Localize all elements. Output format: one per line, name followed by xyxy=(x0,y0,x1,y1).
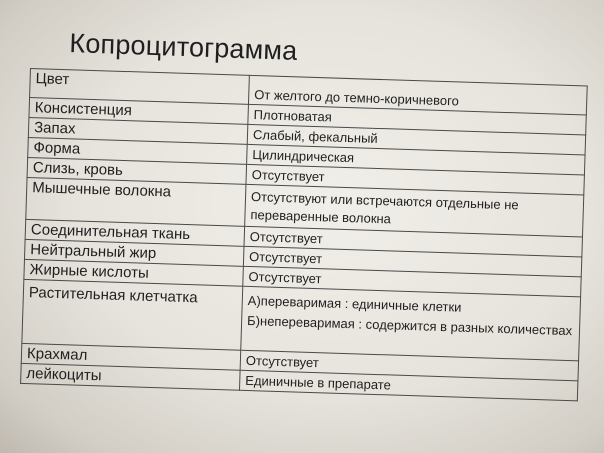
parameter-cell: Цвет xyxy=(30,69,250,105)
document-title: Копроцитограмма xyxy=(68,28,298,66)
coprogram-table-container xyxy=(20,68,588,401)
value-line: Б)непереваримая : содержится в разных количествах xyxy=(246,312,573,339)
parameter-cell: Крахмал xyxy=(21,343,241,370)
parameter-cell: Соединительная ткань xyxy=(25,219,245,246)
parameter-cell: лейкоциты xyxy=(21,363,241,390)
value-cell: От желтого до темно-коричневого xyxy=(248,75,587,115)
value-cell: Отсутствует xyxy=(243,266,581,297)
value-cell xyxy=(241,286,581,361)
parameter-cell: Слизь, кровь xyxy=(27,157,247,184)
parameter-cell: Мышечные волокна xyxy=(26,177,246,226)
value-cell: Отсутствует xyxy=(244,226,582,257)
value-cell: Отсутствуют или встречаются отдельные не переваренные волокна xyxy=(245,184,584,237)
value-cell: Слабый, фекальный xyxy=(247,124,585,155)
value-cell: Цилиндрическая xyxy=(247,144,585,175)
value-cell: Отсутствует xyxy=(246,164,584,195)
parameter-cell: Растительная клетчатка xyxy=(22,279,243,350)
parameter-cell: Запах xyxy=(28,117,248,144)
parameter-cell: Форма xyxy=(28,137,248,164)
value-cell: Единичные в препарате xyxy=(239,370,577,401)
value-cell: Отсутствует xyxy=(240,350,578,381)
value-cell: Отсутствует xyxy=(243,246,581,277)
coprogram-table xyxy=(20,68,588,401)
value-cell: Плотноватая xyxy=(248,104,586,135)
parameter-cell: Нейтральный жир xyxy=(24,239,244,266)
parameter-cell: Жирные кислоты xyxy=(24,259,244,286)
parameter-cell: Консистенция xyxy=(29,98,249,125)
value-line: А)переваримая : единичные клетки xyxy=(247,292,462,315)
